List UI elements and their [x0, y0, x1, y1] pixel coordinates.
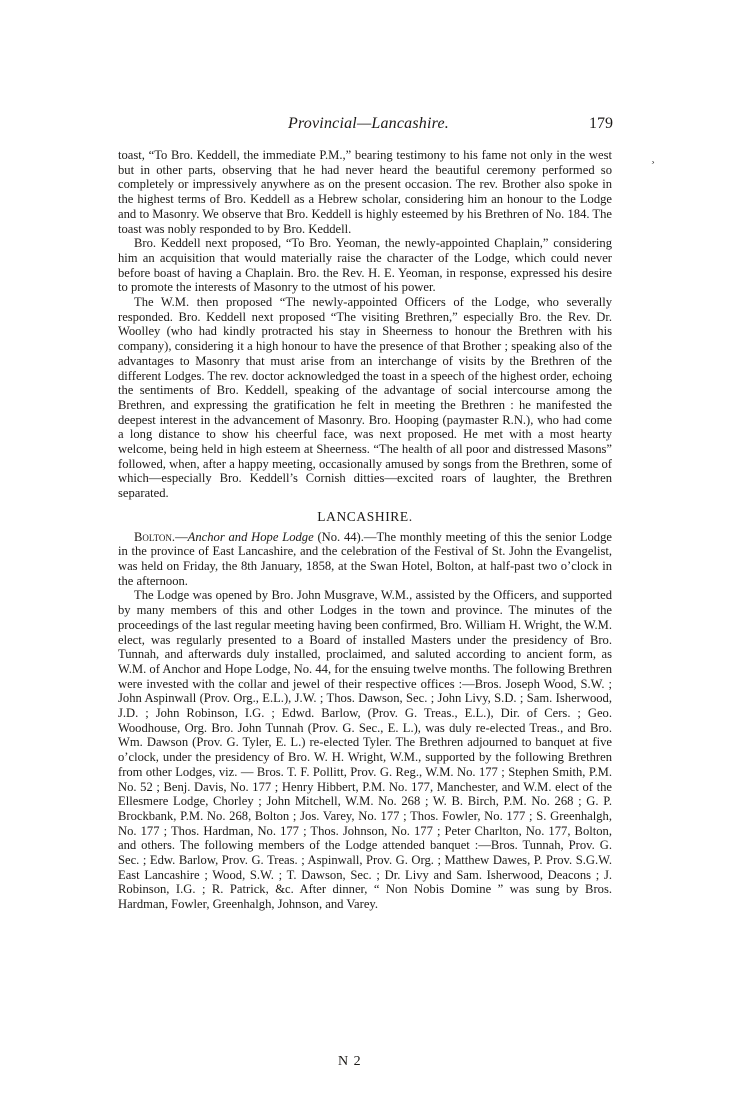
paragraph-bolton-intro: [118, 530, 612, 589]
paragraph-toast-keddell: toast, “To Bro. Keddell, the immediate P.M.,” bearing testimony to his fame not only in the west but in other parts, observing that he had never heard the beautiful ceremony performed so completely or impressively anywhere as on the present occasion. The rev. Brother also spoke in the highest terms of Bro. Keddell as a Hebrew scholar, considering him an honour to the Lodge and to Masonry. We observe that Bro. Keddell is highly esteemed by his Brethren of No. 184. The toast was nobly responded to by Bro. Keddell.: [118, 148, 613, 236]
section-heading-lancashire: LANCASHIRE.: [317, 508, 413, 524]
paragraph-bolton-text: (No. 44).—The monthly meeting of this the senior Lodge in the province of East Lancashire, and the celebration of the Festival of St. John the Evangelist, was held on Friday, the 8th January, 1858, at the Swan Hotel, Bolton, at half-past two o’clock in the afternoon.: [118, 529, 612, 588]
article-body: [118, 148, 612, 912]
paragraph-installation: The Lodge was opened by Bro. John Musgrave, W.M., assisted by the Officers, and supported by many members of this and other Lodges in the town and province. The minutes of the proceedings of the last regular meeting having been confirmed, Bro. William H. Wright, the W.M. elect, was regularly presented to a Board of installed Masters under the presidency of Bro. Tunnah, and afterwards duly installed, proclaimed, and saluted according to ancient form, as W.M. of Anchor and Hope Lodge, No. 44, for the ensuing twelve months. The following Brethren were invested with the collar and jewel of their respective offices :—Bros. Joseph Wood, S.W. ; John Aspinwall (Prov. Org., E.L.), J.W. ; Thos. Dawson, Sec. ; John Livy, S.D. ; Sam. Isherwood, J.D. ; John Robinson, I.G. ; Edwd. Barlow, (Prov. G. Treas., E.L.), Dir. of Cers. ; Geo. Woodhouse, Org. Bro. John Tunnah (Prov. G. Sec., E. L.), was duly re-elected Treas., and Bro. Wm. Dawson (Prov. G. Tyler, E. L.) re-elected Tyler. The Brethren adjourned to banquet at five o’clock, under the presidency of Bro. W. H. Wright, W.M., supported by the following Brethren from other Lodges, viz. — Bros. T. F. Pollitt, Prov. G. Reg., W.M. No. 177 ; Stephen Smith, P.M. No. 52 ; Benj. Davis, No. 177 ; Henry Hibbert, P.M. No. 177, Manchester, and W.M. elect of the Ellesmere Lodge, Chorley ; John Mitchell, W.M. No. 268 ; W. B. Birch, P.M. No. 268 ; G. P. Brockbank, P.M. No. 268, Bolton ; Jos. Varey, No. 177 ; Thos. Fowler, No. 177 ; S. Greenhalgh, No. 177 ; Thos. Hardman, No. 177 ; Thos. Johnson, No. 177 ; Peter Charlton, No. 177, Bolton, and others. The following members of the Lodge attended banquet :—Bros. Tunnah, Prov. G. Sec. ; Edw. Barlow, Prov. G. Treas. ; Aspinwall, Prov. G. Org. ; Matthew Dawes, P. Prov. S.G.W. East Lancashire ; Wood, S.W. ; T. Dawson, Sec. ; Dr. Livy and Sam. Isherwood, Deacons ; J. Robinson, I.G. ; R. Patrick, &c. After dinner, “ Non Nobis Domine ” was sung by Bros. Hardman, Fowler, Greenhalgh, Johnson, and Varey.: [118, 588, 612, 912]
paragraph-chaplain-yeoman: Bro. Keddell next proposed, “To Bro. Yeoman, the newly-appointed Chaplain,” considering him an acquisition that would materially raise the character of the Lodge, which could never before boast of having a Chaplain. Bro. the Rev. H. E. Yeoman, in response, expressed his desire to promote the interests of Masonry to the utmost of his power.: [118, 236, 612, 295]
stray-mark: ¸: [651, 150, 655, 164]
running-header: [118, 115, 613, 135]
page-number: 179: [589, 115, 613, 132]
em-dash: —: [175, 529, 188, 544]
running-title: Provincial—Lancashire.: [288, 115, 449, 132]
place-name-bolton: Bolton.: [134, 529, 176, 544]
paragraph-visiting-brethren: The W.M. then proposed “The newly-appointed Officers of the Lodge, who severally responded. Bro. Keddell next proposed “The visiting Brethren,” especially Bro. the Rev. Dr. Woolley (who had kindly protracted his stay in Sheerness to honour the Brethren with his company), considering it a high honour to have the presence of that Brother ; speaking also of the advantages to Masonry that must arise from an interchange of visits by the Brethren of the different Lodges. The rev. doctor acknowledged the toast in a speech of the highest order, echoing the sentiments of Bro. Keddell, speaking of the advantage of social intercourse among the Brethren, and expressing the gratification he felt in meeting the Brethren : he manifested the deepest interest in the advancement of Masonry. Bro. Hooping (paymaster R.N.), who had come a long distance to show his cheerful face, was next proposed. He met with a most hearty welcome, being held in high esteem at Sheerness. “The health of all poor and distressed Masons” followed, when, after a happy meeting, occasionally amused by songs from the Brethren, some of which—especially Bro. Keddell’s Cornish ditties—excited roars of laughter, the Brethren separated.: [118, 295, 612, 501]
signature-mark: N 2: [338, 1054, 362, 1069]
lodge-name: Anchor and Hope Lodge: [187, 529, 314, 544]
